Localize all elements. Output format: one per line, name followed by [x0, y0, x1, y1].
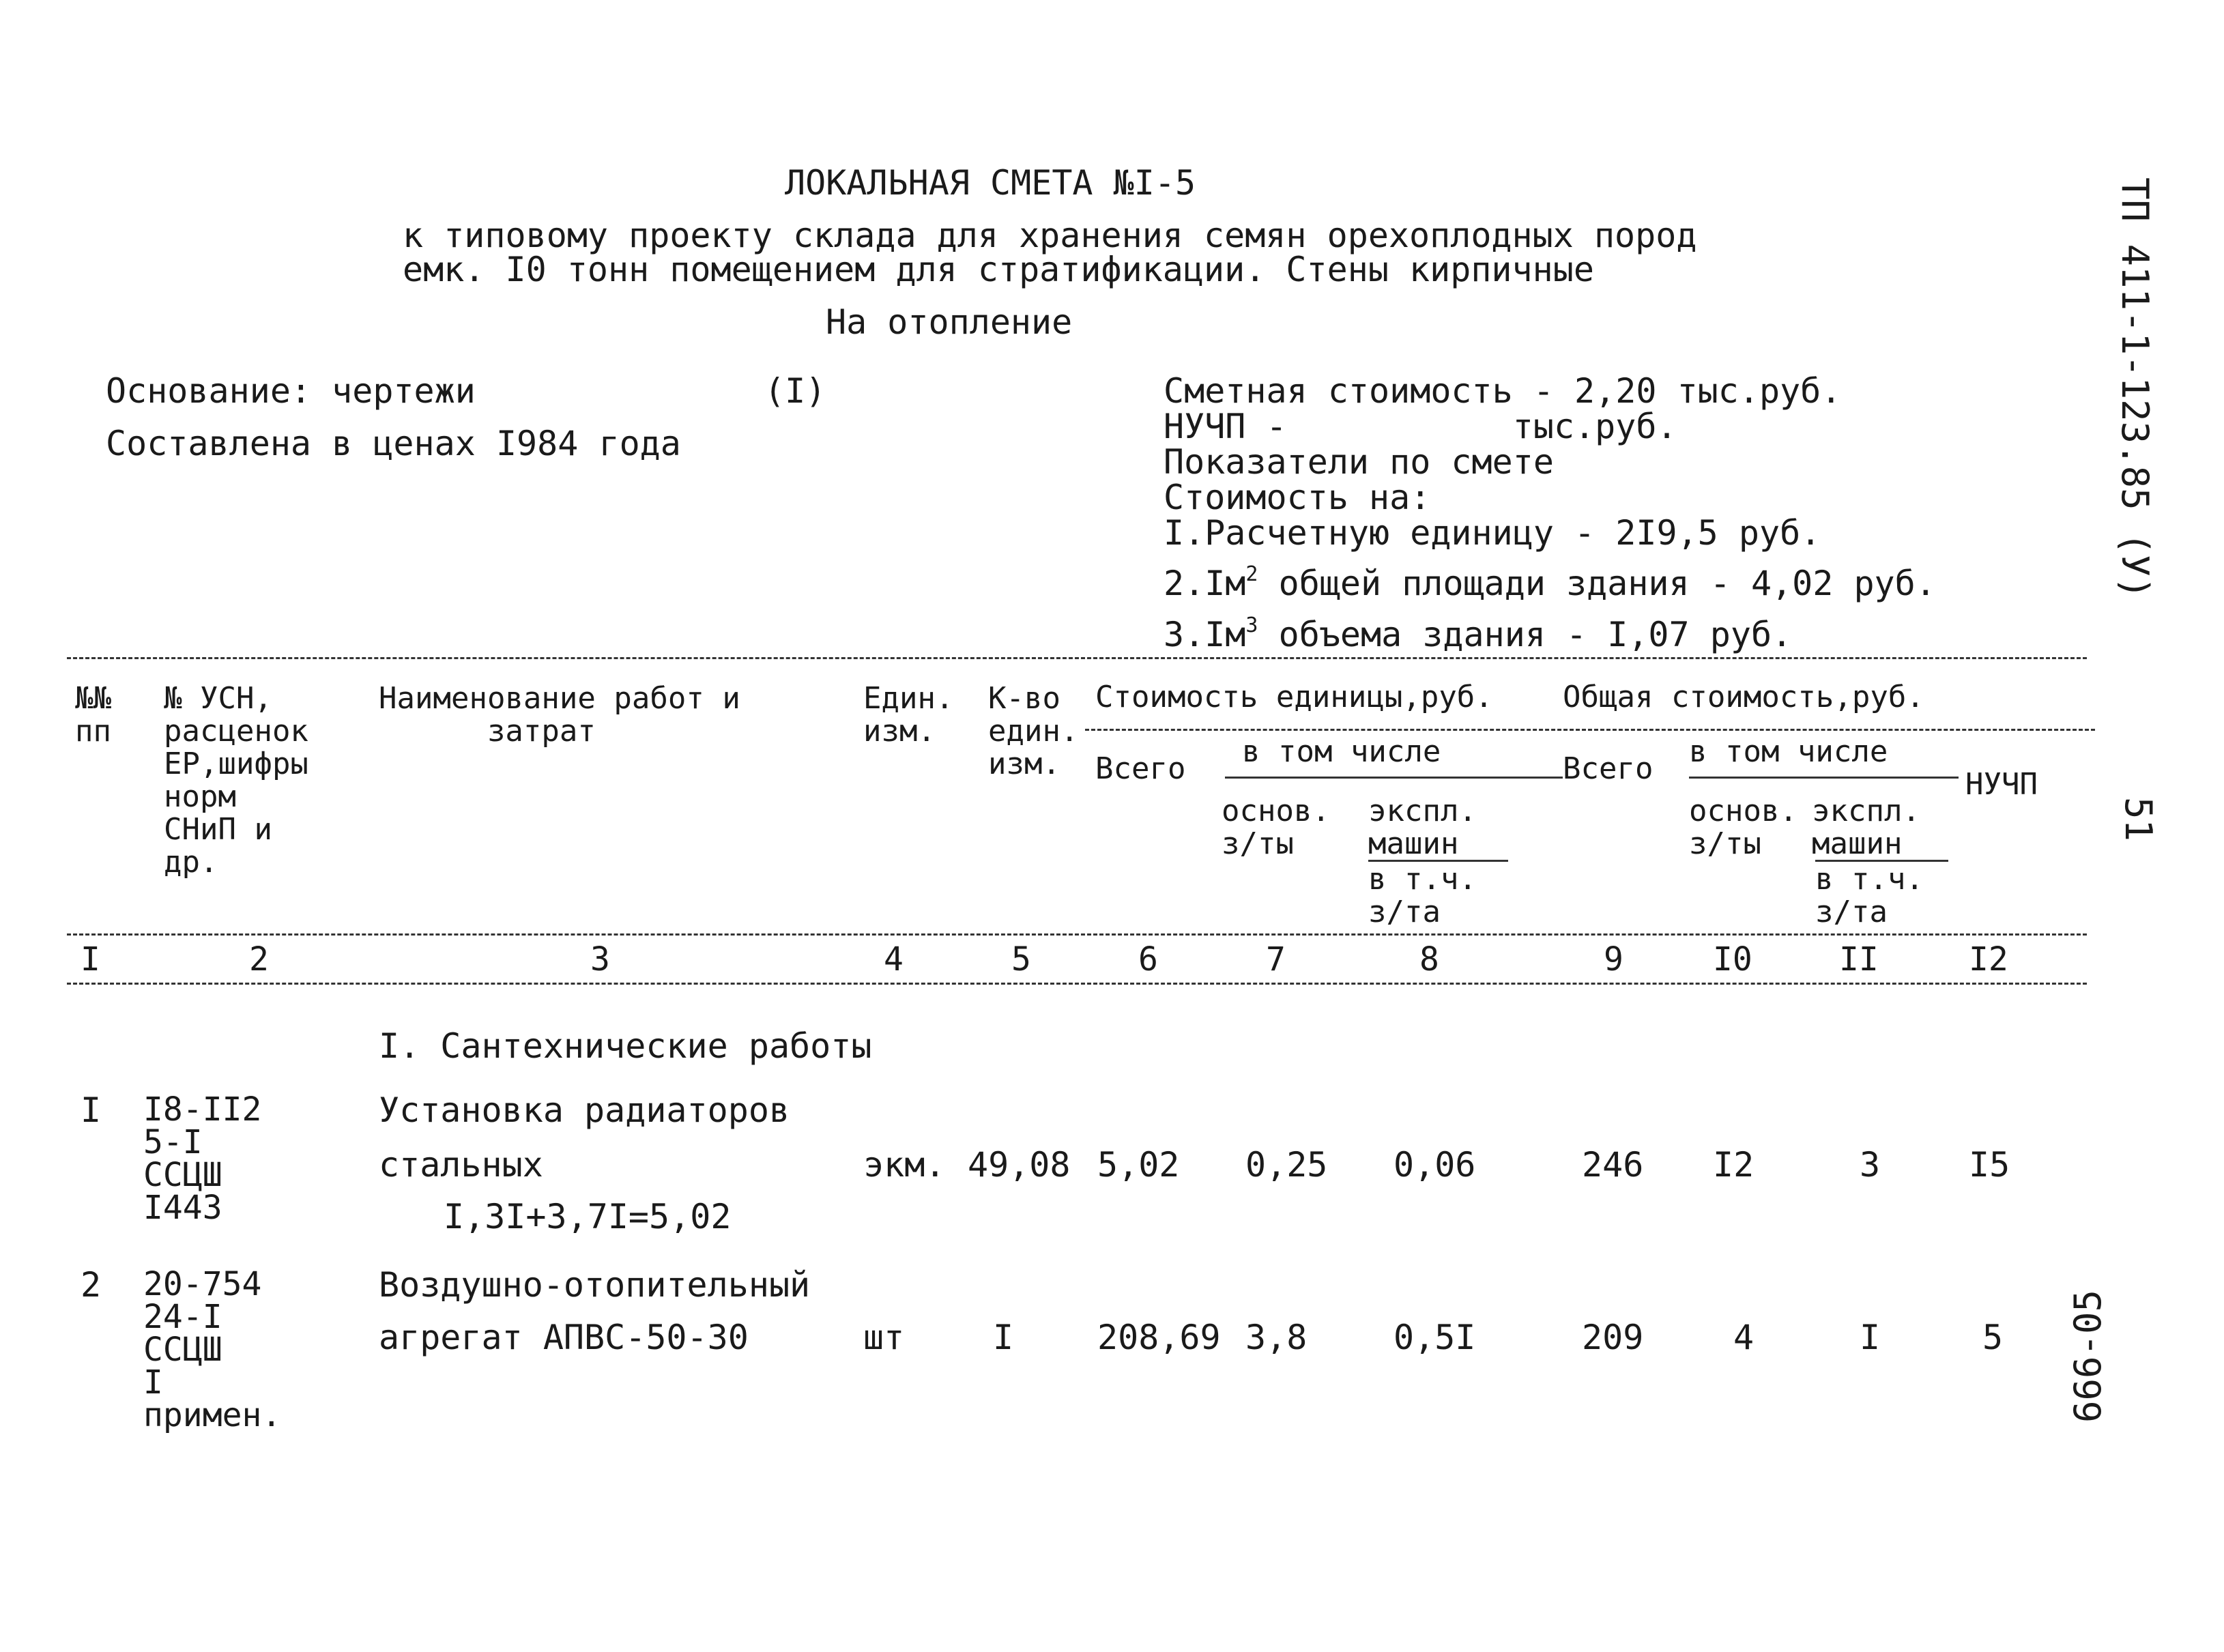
- row-calculation: I,3I+3,7I=5,02: [444, 1197, 732, 1236]
- row-total-basic: 4: [1733, 1318, 1754, 1357]
- document-code: ТП 411-1-123.85 (У): [2113, 177, 2156, 599]
- section-name: На отопление: [826, 302, 1073, 342]
- column-number: 2: [249, 940, 269, 979]
- header-unit-machines-wages: в т.ч. з/та: [1368, 862, 1477, 929]
- row-unit-total: 5,02: [1097, 1145, 1180, 1185]
- row-quantity: 49,08: [968, 1145, 1071, 1185]
- row-work-name-cont: агрегат АПВС-50-30: [379, 1318, 749, 1357]
- column-number: 6: [1138, 940, 1158, 979]
- row-quantity: I: [993, 1318, 1014, 1357]
- section-title: I. Сантехнические работы: [379, 1026, 872, 1066]
- row-norm-code: 20-754 24-I ССЦШ I примен.: [143, 1265, 282, 1434]
- basis-code: (I): [764, 371, 826, 411]
- header-quantity: К-во един. изм.: [988, 681, 1079, 781]
- row-total: 246: [1582, 1145, 1644, 1185]
- row-unit-total: 208,69: [1097, 1318, 1221, 1357]
- row-work-name: Установка радиаторов: [379, 1090, 790, 1130]
- row-unit-basic: 0,25: [1245, 1145, 1328, 1185]
- document-subtitle-line2: емк. I0 тонн помещением для стратификации. Стены кирпичные: [403, 250, 1594, 289]
- header-work-name: Наименование работ и затрат: [379, 681, 740, 749]
- table-header-rule: [67, 933, 2087, 936]
- row-nuchp: 5: [1982, 1318, 2004, 1357]
- sheet-code: 666-05: [2066, 1289, 2109, 1423]
- column-number: 8: [1419, 940, 1439, 979]
- column-number: I0: [1713, 940, 1752, 979]
- header-unit-including-rule: [1225, 777, 1563, 779]
- row-unit-machines: 0,06: [1393, 1145, 1476, 1185]
- header-total-machines-wages: в т.ч. з/та: [1815, 862, 1924, 929]
- header-unit-total: Всего: [1095, 751, 1186, 786]
- row-norm-code: I8-II2 5-I ССЦШ I443: [143, 1090, 262, 1227]
- row-work-name-cont: стальных: [379, 1145, 543, 1185]
- row-unit-machines: 0,5I: [1393, 1318, 1476, 1357]
- indicator-per-unit: I.Расчетную единицу - 2I9,5 руб.: [1164, 513, 1821, 553]
- indicator-per-m3: $3.Iм^3$ объема здания - I,07 руб.: [1164, 613, 1793, 654]
- header-total-including: в том числе: [1689, 734, 1888, 769]
- header-unit-cost: Стоимость единицы,руб.: [1095, 680, 1493, 714]
- row-unit: шт: [863, 1318, 905, 1357]
- column-number: I2: [1969, 940, 2008, 979]
- estimated-cost: Сметная стоимость - 2,20 тыс.руб.: [1164, 371, 1842, 411]
- table-numbers-rule: [67, 983, 2087, 985]
- indicator-per-m2: $2.Iм^2$ общей площади здания - 4,02 руб.: [1164, 562, 1936, 603]
- header-row-number: №№ пп: [75, 681, 111, 749]
- header-total-including-rule: [1689, 777, 1959, 779]
- row-total: 209: [1582, 1318, 1644, 1357]
- row-total-machines: 3: [1860, 1145, 1881, 1185]
- row-number: 2: [81, 1265, 102, 1305]
- column-number: 7: [1266, 940, 1286, 979]
- header-total-total: Всего: [1563, 751, 1653, 786]
- cost-for-label: Стоимость на:: [1164, 478, 1431, 517]
- table-top-rule: [67, 657, 2087, 659]
- column-number: 3: [590, 940, 610, 979]
- header-total-machines: экспл. машин: [1812, 794, 1920, 861]
- row-unit-basic: 3,8: [1245, 1318, 1308, 1357]
- header-total-basic: основ. з/ты: [1689, 794, 1797, 861]
- column-number: 9: [1604, 940, 1623, 979]
- row-total-basic: I2: [1713, 1145, 1754, 1185]
- header-unit: Един. изм.: [863, 681, 954, 749]
- header-unit-machines: экспл. машин: [1368, 794, 1477, 861]
- indicators-title: Показатели по смете: [1164, 442, 1554, 482]
- nuchp-cost: НУЧП - тыс.руб.: [1164, 407, 1677, 446]
- column-number: II: [1839, 940, 1879, 979]
- header-norm-code: № УСН, расценок ЕР,шифры норм СНиП и др.: [164, 681, 308, 880]
- column-number: I: [81, 940, 100, 979]
- prices-year: Составлена в ценах I984 года: [106, 424, 681, 463]
- row-number: I: [81, 1090, 102, 1130]
- header-unit-basic: основ. з/ты: [1222, 794, 1330, 861]
- column-number: 4: [884, 940, 904, 979]
- row-work-name: Воздушно-отопительный: [379, 1265, 811, 1305]
- row-unit: экм.: [863, 1145, 946, 1185]
- page-number: 51: [2117, 797, 2160, 842]
- document-subtitle-line1: к типовому проекту склада для хранения семян орехоплодных пород: [403, 216, 1697, 255]
- row-total-machines: I: [1860, 1318, 1881, 1357]
- header-unit-including: в том числе: [1242, 734, 1441, 769]
- document-title: ЛОКАЛЬНАЯ СМЕТА №I-5: [785, 163, 1196, 203]
- basis-label: Основание: чертежи: [106, 371, 476, 411]
- header-subgroup-rule: [1085, 729, 2095, 731]
- header-total-cost: Общая стоимость,руб.: [1563, 680, 1924, 714]
- row-nuchp: I5: [1969, 1145, 2010, 1185]
- column-number: 5: [1011, 940, 1031, 979]
- header-nuchp: НУЧП: [1965, 767, 2038, 802]
